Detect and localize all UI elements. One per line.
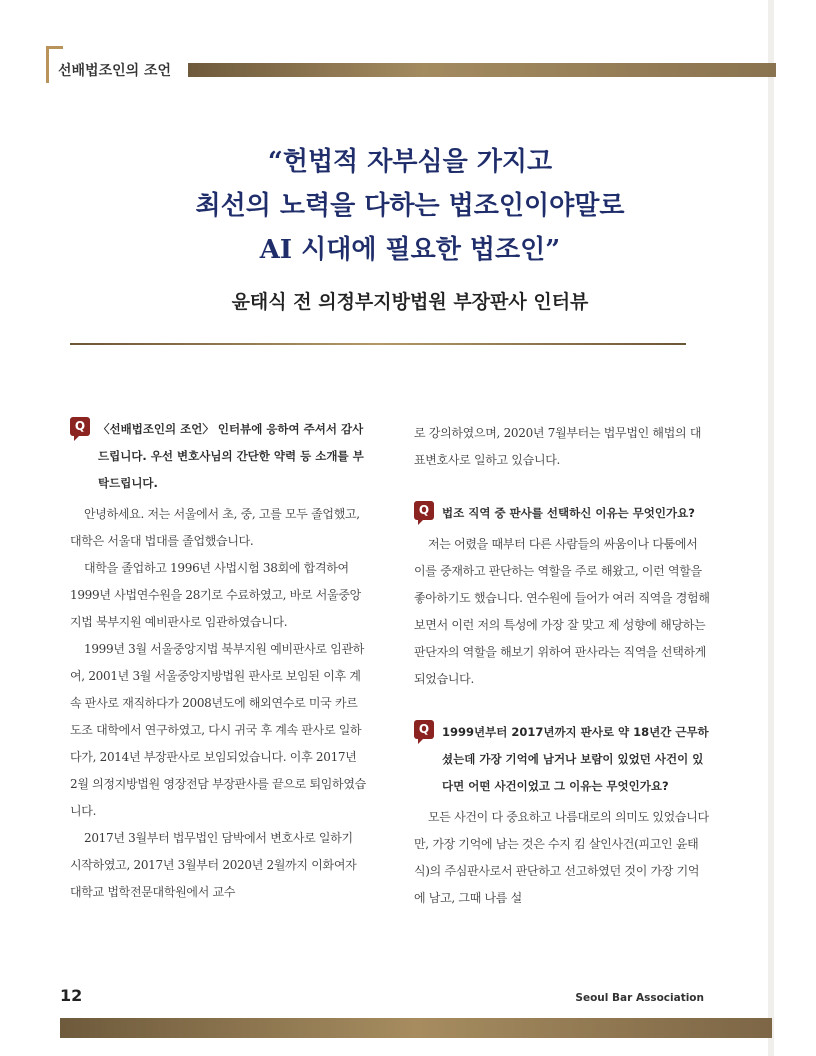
article-title bbox=[60, 140, 760, 272]
title-line: 최선의 노력을 다하는 법조인이야말로 bbox=[195, 191, 625, 221]
publisher-name: Seoul Bar Association bbox=[575, 992, 704, 1004]
question-icon: Q bbox=[414, 501, 434, 520]
answer-paragraph: 안녕하세요. 저는 서울에서 초, 중, 고를 모두 졸업했고, 대학은 서울대 법대를 졸업했습니다. bbox=[70, 507, 360, 548]
answer-continued: 로 강의하였으며, 2020년 7월부터는 법무법인 해법의 대표변호사로 일하고 있습니다. bbox=[414, 426, 702, 467]
article-subtitle: 윤태식 전 의정부지방법원 부장판사 인터뷰 bbox=[231, 291, 589, 313]
header-bar bbox=[188, 63, 776, 77]
title-line: “헌법적 자부심을 가지고 bbox=[267, 147, 553, 177]
section-label: 선배법조인의 조언 bbox=[58, 63, 172, 79]
title-line: AI 시대에 필요한 법조인” bbox=[259, 235, 561, 265]
question-text: 1999년부터 2017년까지 판사로 약 18년간 근무하셨는데 가장 기억에 남거나 보람이 있었던 사건이 있다면 어떤 사건이었고 그 이유는 무엇인가요? bbox=[442, 725, 709, 793]
left-column bbox=[70, 416, 366, 906]
question-3 bbox=[414, 719, 710, 800]
section-header bbox=[46, 46, 776, 82]
question-text: 법조 직역 중 판사를 선택하신 이유는 무엇인가요? bbox=[442, 506, 695, 520]
page-number: 12 bbox=[60, 986, 83, 1005]
answer-paragraph: 2017년 3월부터 법무법인 담박에서 변호사로 일하기 시작하였고, 2017년 3월부터 2020년 2월까지 이화여자대학교 법학전문대학원에서 교수 bbox=[70, 831, 357, 899]
answer-paragraph: 모든 사건이 다 중요하고 나름대로의 의미도 있었습니다만, 가장 기억에 남는 것은 수지 킴 살인사건(피고인 윤태식)의 주심판사로서 판단하고 선고하였던 것이 가장 기억에 남고, 그때 나름 설 bbox=[414, 810, 709, 905]
page-edge bbox=[768, 0, 774, 1056]
answer-paragraph: 대학을 졸업하고 1996년 사법시험 38회에 합격하여 1999년 사법연수원을 28기로 수료하였고, 바로 서울중앙지법 북부지원 예비판사로 임관하였습니다. bbox=[70, 561, 361, 629]
question-1 bbox=[70, 416, 366, 497]
right-column bbox=[414, 420, 710, 912]
question-text: 〈선배법조인의 조언〉 인터뷰에 응하여 주셔서 감사드립니다. 우선 변호사님의 간단한 약력 등 소개를 부탁드립니다. bbox=[98, 422, 364, 490]
question-2 bbox=[414, 500, 710, 527]
question-icon: Q bbox=[414, 720, 434, 739]
answer-paragraph: 1999년 3월 서울중앙지법 북부지원 예비판사로 임관하여, 2001년 3월 서울중앙지방법원 판사로 보임된 이후 계속 판사로 재직하다가 2008년도에 해외연수로 미국 카르도조 대학에서 연구하였고, 다시 귀국 후 계속 판사로 일하다가, 2014년 부장판사로 보임되었습니다. 이후 2017년 2월 의정지방법원 영장전담 부장판사를 끝으로 퇴임하였습니다. bbox=[70, 642, 366, 818]
footer-bar bbox=[60, 1018, 772, 1038]
question-icon: Q bbox=[70, 417, 90, 436]
title-divider bbox=[70, 343, 686, 345]
answer-paragraph: 저는 어렸을 때부터 다른 사람들의 싸움이나 다툼에서 이를 중재하고 판단하는 역할을 주로 해왔고, 이런 역할을 좋아하기도 했습니다. 연수원에 들어가 여러 직역을 경험해 보면서 이런 저의 특성에 가장 잘 맞고 제 성향에 해당하는 판단자의 역할을 해보기 위하여 판사라는 직역을 선택하게 되었습니다. bbox=[414, 537, 710, 686]
